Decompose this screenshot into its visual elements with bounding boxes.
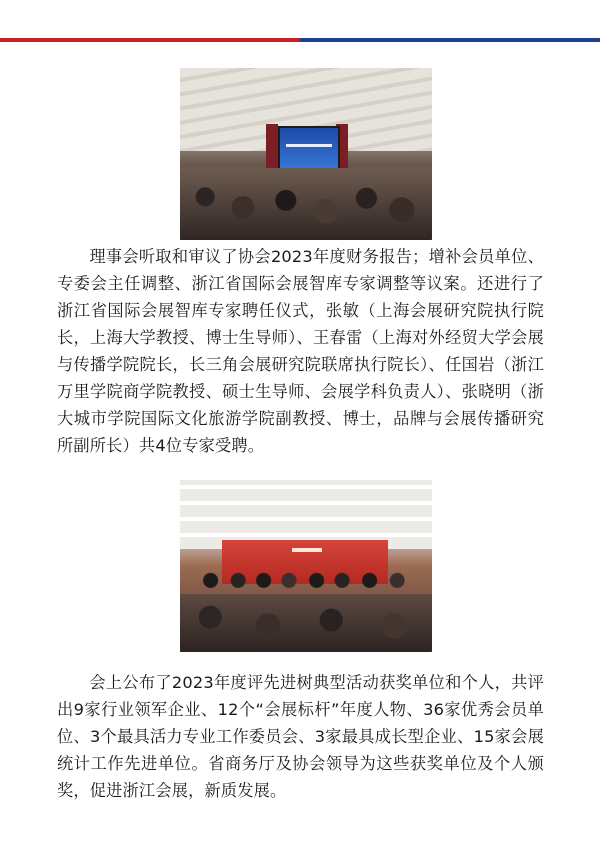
header-bar-red (0, 38, 300, 42)
audience (180, 594, 432, 652)
projection-screen (278, 126, 340, 172)
meeting-hall-photo (180, 68, 432, 240)
paragraph-council-agenda: 理事会听取和审议了协会2023年度财务报告；增补会员单位、专委会主任调整、浙江省国际会展智库专家调整等议案。还进行了浙江省国际会展智库专家聘任仪式，张敏（上海会展研究院执行院长，上海大学教授、博士生导师）、王春雷（上海对外经贸大学会展与传播学院院长，长三角会展研究院联席执行院长）、任国岩（浙江万里学院商学院教授、硕士生导师、会展学科负责人）、张晓明（浙大城市学院国际文化旅游学院副教授、博士，品牌与会展传播研究所副所长）共4位专家受聘。 (57, 247, 544, 455)
header-bar-blue (300, 38, 600, 42)
header-color-bar (0, 38, 600, 42)
audience (180, 168, 432, 240)
paragraph-awards: 会上公布了2023年度评先进树典型活动获奖单位和个人，共评出9家行业领军企业、12个“会展标杆”年度人物、36家优秀会员单位、3个最具活力专业工作委员会、3家最具成长型企业、15家会展统计工作先进单位。省商务厅及协会领导为这些获奖单位及个人颁奖，促进浙江会展，新质发展。 (57, 673, 544, 800)
ceiling (180, 480, 432, 549)
award-ceremony-photo (180, 480, 432, 652)
